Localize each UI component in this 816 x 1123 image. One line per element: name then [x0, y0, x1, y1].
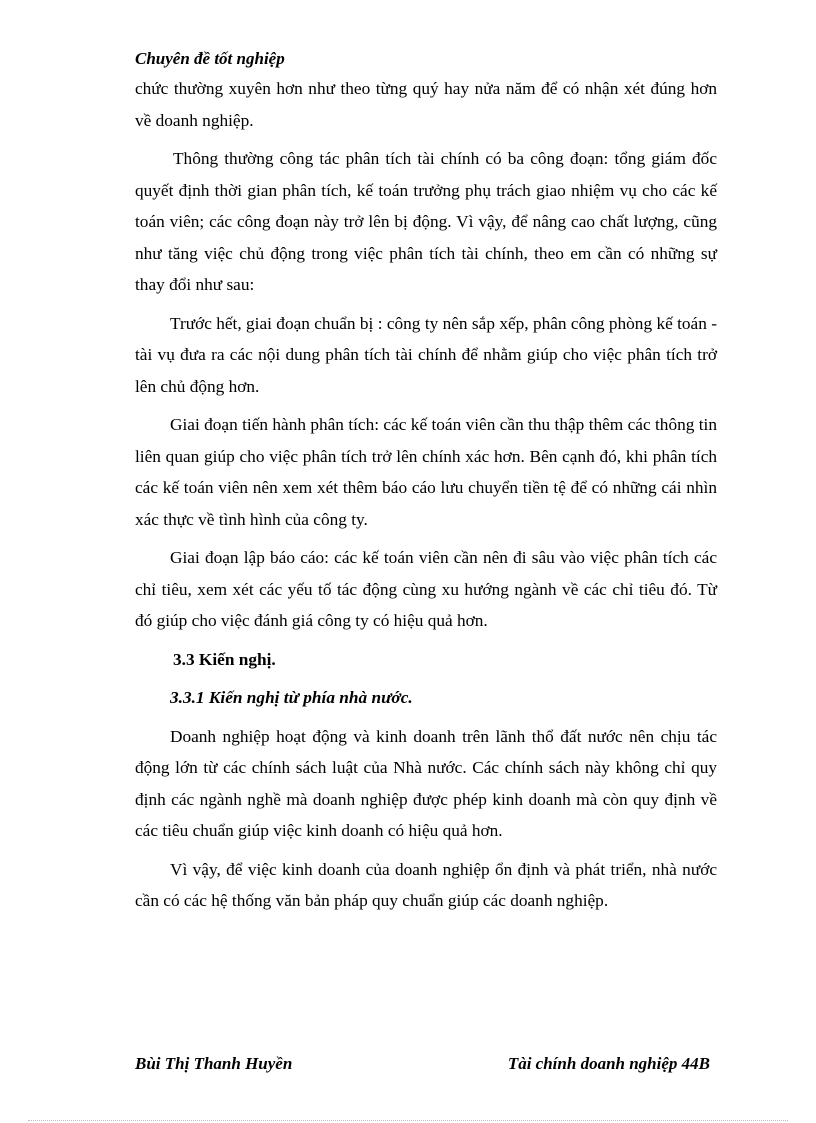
subsection-heading: 3.3.1 Kiến nghị từ phía nhà nước. — [170, 688, 413, 707]
paragraph: Trước hết, giai đoạn chuẩn bị : công ty nên sắp xếp, phân công phòng kế toán - tài vụ đưa ra các nội dung phân tích tài chính để nhằm giúp cho việc phân tích trở lên chủ động hơn. — [135, 313, 717, 396]
page-header: Chuyên đề tốt nghiệp — [135, 49, 285, 68]
page-edge-divider — [28, 1120, 788, 1121]
paragraph: chức thường xuyên hơn như theo từng quý hay nửa năm để có nhận xét đúng hơn về doanh nghiệp. — [135, 79, 717, 130]
footer-class: Tài chính doanh nghiệp 44B — [507, 1054, 710, 1073]
footer-author: Bùi Thị Thanh Huyền — [135, 1054, 293, 1073]
section-heading: 3.3 Kiến nghị. — [173, 649, 276, 669]
paragraph: Doanh nghiệp hoạt động và kinh doanh trên lãnh thổ đất nước nên chịu tác động lớn từ các chính sách luật của Nhà nước. Các chính sách này không chỉ quy định các ngành nghề mà doanh nghiệp được phép kinh doanh mà còn quy định về các tiêu chuẩn giúp việc kinh doanh có hiệu quả hơn. — [135, 726, 717, 840]
document-body — [135, 73, 717, 924]
paragraph: Thông thường công tác phân tích tài chính có ba công đoạn: tổng giám đốc quyết định thời gian phân tích, kế toán trưởng phụ trách giao nhiệm vụ cho các kế toán viên; các công đoạn này trở lên bị động. Vì vậy, để nâng cao chất lượng, cũng như tăng việc chủ động trong việc phân tích tài chính, theo em cần có những sự thay đổi như sau: — [135, 149, 717, 294]
paragraph: Giai đoạn lập báo cáo: các kế toán viên cần nên đi sâu vào việc phân tích các chỉ tiêu, xem xét các yếu tố tác động cùng xu hướng ngành về các chỉ tiêu đó. Từ đó giúp cho việc đánh giá công ty có hiệu quả hơn. — [135, 548, 717, 630]
paragraph: Vì vậy, để việc kinh doanh của doanh nghiệp ổn định và phát triển, nhà nước cần có các hệ thống văn bản pháp quy chuẩn giúp các doanh nghiệp. — [135, 859, 717, 910]
paragraph: Giai đoạn tiến hành phân tích: các kế toán viên cần thu thập thêm các thông tin liên quan giúp cho việc phân tích trở lên chính xác hơn. Bên cạnh đó, khi phân tích các kế toán viên nên xem xét thêm báo cáo lưu chuyển tiền tệ để có những cái nhìn xác thực về tình hình của công ty. — [135, 415, 717, 529]
